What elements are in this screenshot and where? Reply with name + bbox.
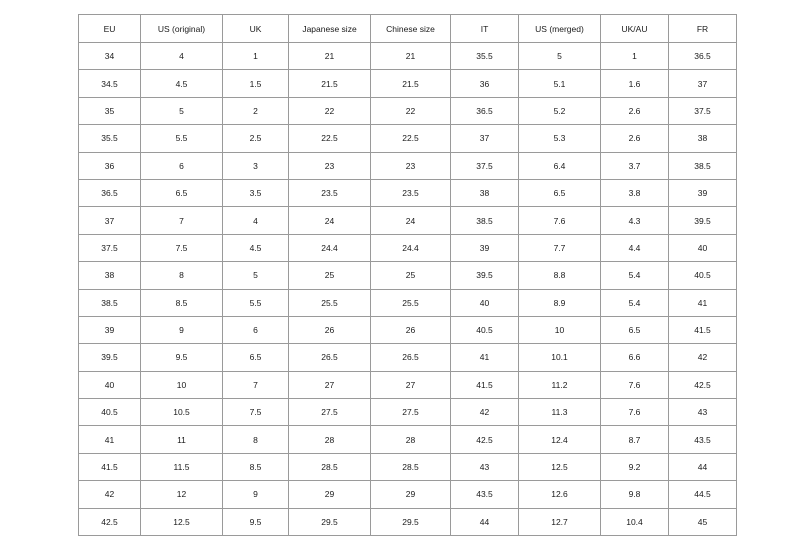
table-cell: 28 (371, 426, 451, 453)
table-cell: 27 (289, 371, 371, 398)
table-cell: 44 (451, 508, 519, 535)
table-cell: 6 (223, 316, 289, 343)
table-cell: 8 (141, 262, 223, 289)
table-cell: 8.5 (141, 289, 223, 316)
table-cell: 22.5 (371, 125, 451, 152)
table-cell: 12.5 (519, 453, 601, 480)
table-cell: 5.5 (223, 289, 289, 316)
table-cell: 25 (289, 262, 371, 289)
table-cell: 23 (371, 152, 451, 179)
table-cell: 38.5 (79, 289, 141, 316)
table-cell: 36 (79, 152, 141, 179)
table-cell: 5 (519, 43, 601, 70)
table-cell: 25.5 (371, 289, 451, 316)
table-cell: 6.5 (601, 316, 669, 343)
table-cell: 5.3 (519, 125, 601, 152)
table-cell: 39 (451, 234, 519, 261)
table-cell: 11.2 (519, 371, 601, 398)
table-cell: 2.6 (601, 125, 669, 152)
table-cell: 36.5 (669, 43, 737, 70)
table-cell: 5 (141, 97, 223, 124)
table-cell: 7.6 (601, 371, 669, 398)
table-cell: 40 (451, 289, 519, 316)
table-cell: 4 (223, 207, 289, 234)
table-cell: 22.5 (289, 125, 371, 152)
table-cell: 36.5 (451, 97, 519, 124)
table-cell: 26 (371, 316, 451, 343)
table-cell: 9 (223, 481, 289, 508)
table-row (79, 97, 737, 124)
table-cell: 39.5 (669, 207, 737, 234)
table-row (79, 234, 737, 261)
table-cell: 38.5 (669, 152, 737, 179)
table-cell: 40.5 (669, 262, 737, 289)
table-cell: 40 (669, 234, 737, 261)
table-cell: 29 (371, 481, 451, 508)
table-cell: 36.5 (79, 179, 141, 206)
column-header: FR (669, 15, 737, 43)
table-cell: 7.7 (519, 234, 601, 261)
table-cell: 23 (289, 152, 371, 179)
table-header (79, 15, 737, 43)
table-cell: 37 (669, 70, 737, 97)
table-cell: 7 (223, 371, 289, 398)
table-cell: 39.5 (79, 344, 141, 371)
table-cell: 37.5 (451, 152, 519, 179)
table-cell: 9.5 (223, 508, 289, 535)
table-cell: 5.2 (519, 97, 601, 124)
table-cell: 35 (79, 97, 141, 124)
table-cell: 40.5 (451, 316, 519, 343)
table-cell: 40 (79, 371, 141, 398)
table-cell: 41.5 (79, 453, 141, 480)
table-cell: 7 (141, 207, 223, 234)
table-cell: 24.4 (289, 234, 371, 261)
table-cell: 42.5 (451, 426, 519, 453)
table-row (79, 399, 737, 426)
table-cell: 26.5 (371, 344, 451, 371)
table-cell: 37.5 (79, 234, 141, 261)
table-cell: 28 (289, 426, 371, 453)
column-header: EU (79, 15, 141, 43)
table-cell: 10.5 (141, 399, 223, 426)
table-cell: 36 (451, 70, 519, 97)
table-cell: 4 (141, 43, 223, 70)
table-row (79, 70, 737, 97)
table-cell: 29 (289, 481, 371, 508)
table-cell: 35.5 (451, 43, 519, 70)
table-cell: 8 (223, 426, 289, 453)
table-cell: 2 (223, 97, 289, 124)
table-cell: 8.5 (223, 453, 289, 480)
table-cell: 42 (669, 344, 737, 371)
table-cell: 4.5 (141, 70, 223, 97)
table-cell: 41 (451, 344, 519, 371)
table-cell: 21.5 (289, 70, 371, 97)
table-cell: 1 (223, 43, 289, 70)
table-cell: 12.4 (519, 426, 601, 453)
table-cell: 10.4 (601, 508, 669, 535)
table-row (79, 125, 737, 152)
table-cell: 23.5 (289, 179, 371, 206)
table-cell: 27.5 (371, 399, 451, 426)
table-cell: 8.8 (519, 262, 601, 289)
table-cell: 21 (289, 43, 371, 70)
table-cell: 42 (79, 481, 141, 508)
table-cell: 8.7 (601, 426, 669, 453)
table-row (79, 508, 737, 535)
table-cell: 43.5 (669, 426, 737, 453)
table-cell: 4.3 (601, 207, 669, 234)
table-cell: 12 (141, 481, 223, 508)
table-cell: 42 (451, 399, 519, 426)
table-cell: 41 (669, 289, 737, 316)
table-cell: 44.5 (669, 481, 737, 508)
table-cell: 27 (371, 371, 451, 398)
table-cell: 3 (223, 152, 289, 179)
table-header-row (79, 15, 737, 43)
table-cell: 28.5 (289, 453, 371, 480)
table-cell: 1.6 (601, 70, 669, 97)
table-cell: 35.5 (79, 125, 141, 152)
table-cell: 7.5 (223, 399, 289, 426)
table-cell: 37 (451, 125, 519, 152)
table-cell: 12.5 (141, 508, 223, 535)
table-cell: 34 (79, 43, 141, 70)
table-cell: 34.5 (79, 70, 141, 97)
table-cell: 4.4 (601, 234, 669, 261)
table-cell: 3.5 (223, 179, 289, 206)
table-cell: 6.4 (519, 152, 601, 179)
table-cell: 45 (669, 508, 737, 535)
table-cell: 1 (601, 43, 669, 70)
table-cell: 5.1 (519, 70, 601, 97)
table-cell: 9 (141, 316, 223, 343)
table-cell: 21.5 (371, 70, 451, 97)
table-cell: 26.5 (289, 344, 371, 371)
table-cell: 21 (371, 43, 451, 70)
table-cell: 6.5 (141, 179, 223, 206)
table-row (79, 371, 737, 398)
column-header: US (merged) (519, 15, 601, 43)
table-cell: 9.8 (601, 481, 669, 508)
table-cell: 38 (79, 262, 141, 289)
table-cell: 25.5 (289, 289, 371, 316)
table-cell: 29.5 (289, 508, 371, 535)
table-cell: 6.5 (223, 344, 289, 371)
table-cell: 7.6 (601, 399, 669, 426)
table-cell: 24 (289, 207, 371, 234)
table-cell: 5.4 (601, 262, 669, 289)
table-cell: 2.6 (601, 97, 669, 124)
table-cell: 40.5 (79, 399, 141, 426)
table-cell: 24 (371, 207, 451, 234)
table-cell: 10 (141, 371, 223, 398)
table-cell: 24.4 (371, 234, 451, 261)
table-cell: 38.5 (451, 207, 519, 234)
table-cell: 39.5 (451, 262, 519, 289)
table-cell: 26 (289, 316, 371, 343)
table-cell: 39 (669, 179, 737, 206)
table-row (79, 262, 737, 289)
table-cell: 44 (669, 453, 737, 480)
size-conversion-table (78, 14, 737, 536)
table-row (79, 481, 737, 508)
table-cell: 12.6 (519, 481, 601, 508)
table-cell: 22 (371, 97, 451, 124)
table-body (79, 43, 737, 536)
table-cell: 11 (141, 426, 223, 453)
table-cell: 5.5 (141, 125, 223, 152)
column-header: Japanese size (289, 15, 371, 43)
table-cell: 11.5 (141, 453, 223, 480)
table-row (79, 152, 737, 179)
table-cell: 12.7 (519, 508, 601, 535)
table-cell: 9.2 (601, 453, 669, 480)
table-cell: 25 (371, 262, 451, 289)
table-cell: 29.5 (371, 508, 451, 535)
table-cell: 6 (141, 152, 223, 179)
table-row (79, 289, 737, 316)
table-cell: 22 (289, 97, 371, 124)
table-cell: 7.5 (141, 234, 223, 261)
table-cell: 7.6 (519, 207, 601, 234)
column-header: US (original) (141, 15, 223, 43)
table-cell: 37 (79, 207, 141, 234)
table-cell: 38 (669, 125, 737, 152)
table-cell: 28.5 (371, 453, 451, 480)
table-row (79, 344, 737, 371)
table-row (79, 316, 737, 343)
table-cell: 41.5 (451, 371, 519, 398)
table-cell: 43.5 (451, 481, 519, 508)
table-cell: 42.5 (669, 371, 737, 398)
table-cell: 23.5 (371, 179, 451, 206)
column-header: UK (223, 15, 289, 43)
table-cell: 1.5 (223, 70, 289, 97)
table-cell: 39 (79, 316, 141, 343)
table-cell: 5.4 (601, 289, 669, 316)
size-conversion-sheet (78, 14, 716, 536)
table-row (79, 43, 737, 70)
table-cell: 6.6 (601, 344, 669, 371)
table-cell: 8.9 (519, 289, 601, 316)
table-cell: 4.5 (223, 234, 289, 261)
table-row (79, 453, 737, 480)
table-row (79, 179, 737, 206)
table-cell: 10.1 (519, 344, 601, 371)
table-cell: 3.8 (601, 179, 669, 206)
table-cell: 3.7 (601, 152, 669, 179)
column-header: Chinese size (371, 15, 451, 43)
table-cell: 43 (451, 453, 519, 480)
table-row (79, 207, 737, 234)
column-header: UK/AU (601, 15, 669, 43)
table-cell: 10 (519, 316, 601, 343)
table-row (79, 426, 737, 453)
table-cell: 41.5 (669, 316, 737, 343)
table-cell: 5 (223, 262, 289, 289)
table-cell: 41 (79, 426, 141, 453)
table-cell: 42.5 (79, 508, 141, 535)
table-cell: 38 (451, 179, 519, 206)
table-cell: 11.3 (519, 399, 601, 426)
table-cell: 2.5 (223, 125, 289, 152)
table-cell: 43 (669, 399, 737, 426)
table-cell: 6.5 (519, 179, 601, 206)
table-cell: 27.5 (289, 399, 371, 426)
table-cell: 9.5 (141, 344, 223, 371)
table-cell: 37.5 (669, 97, 737, 124)
column-header: IT (451, 15, 519, 43)
